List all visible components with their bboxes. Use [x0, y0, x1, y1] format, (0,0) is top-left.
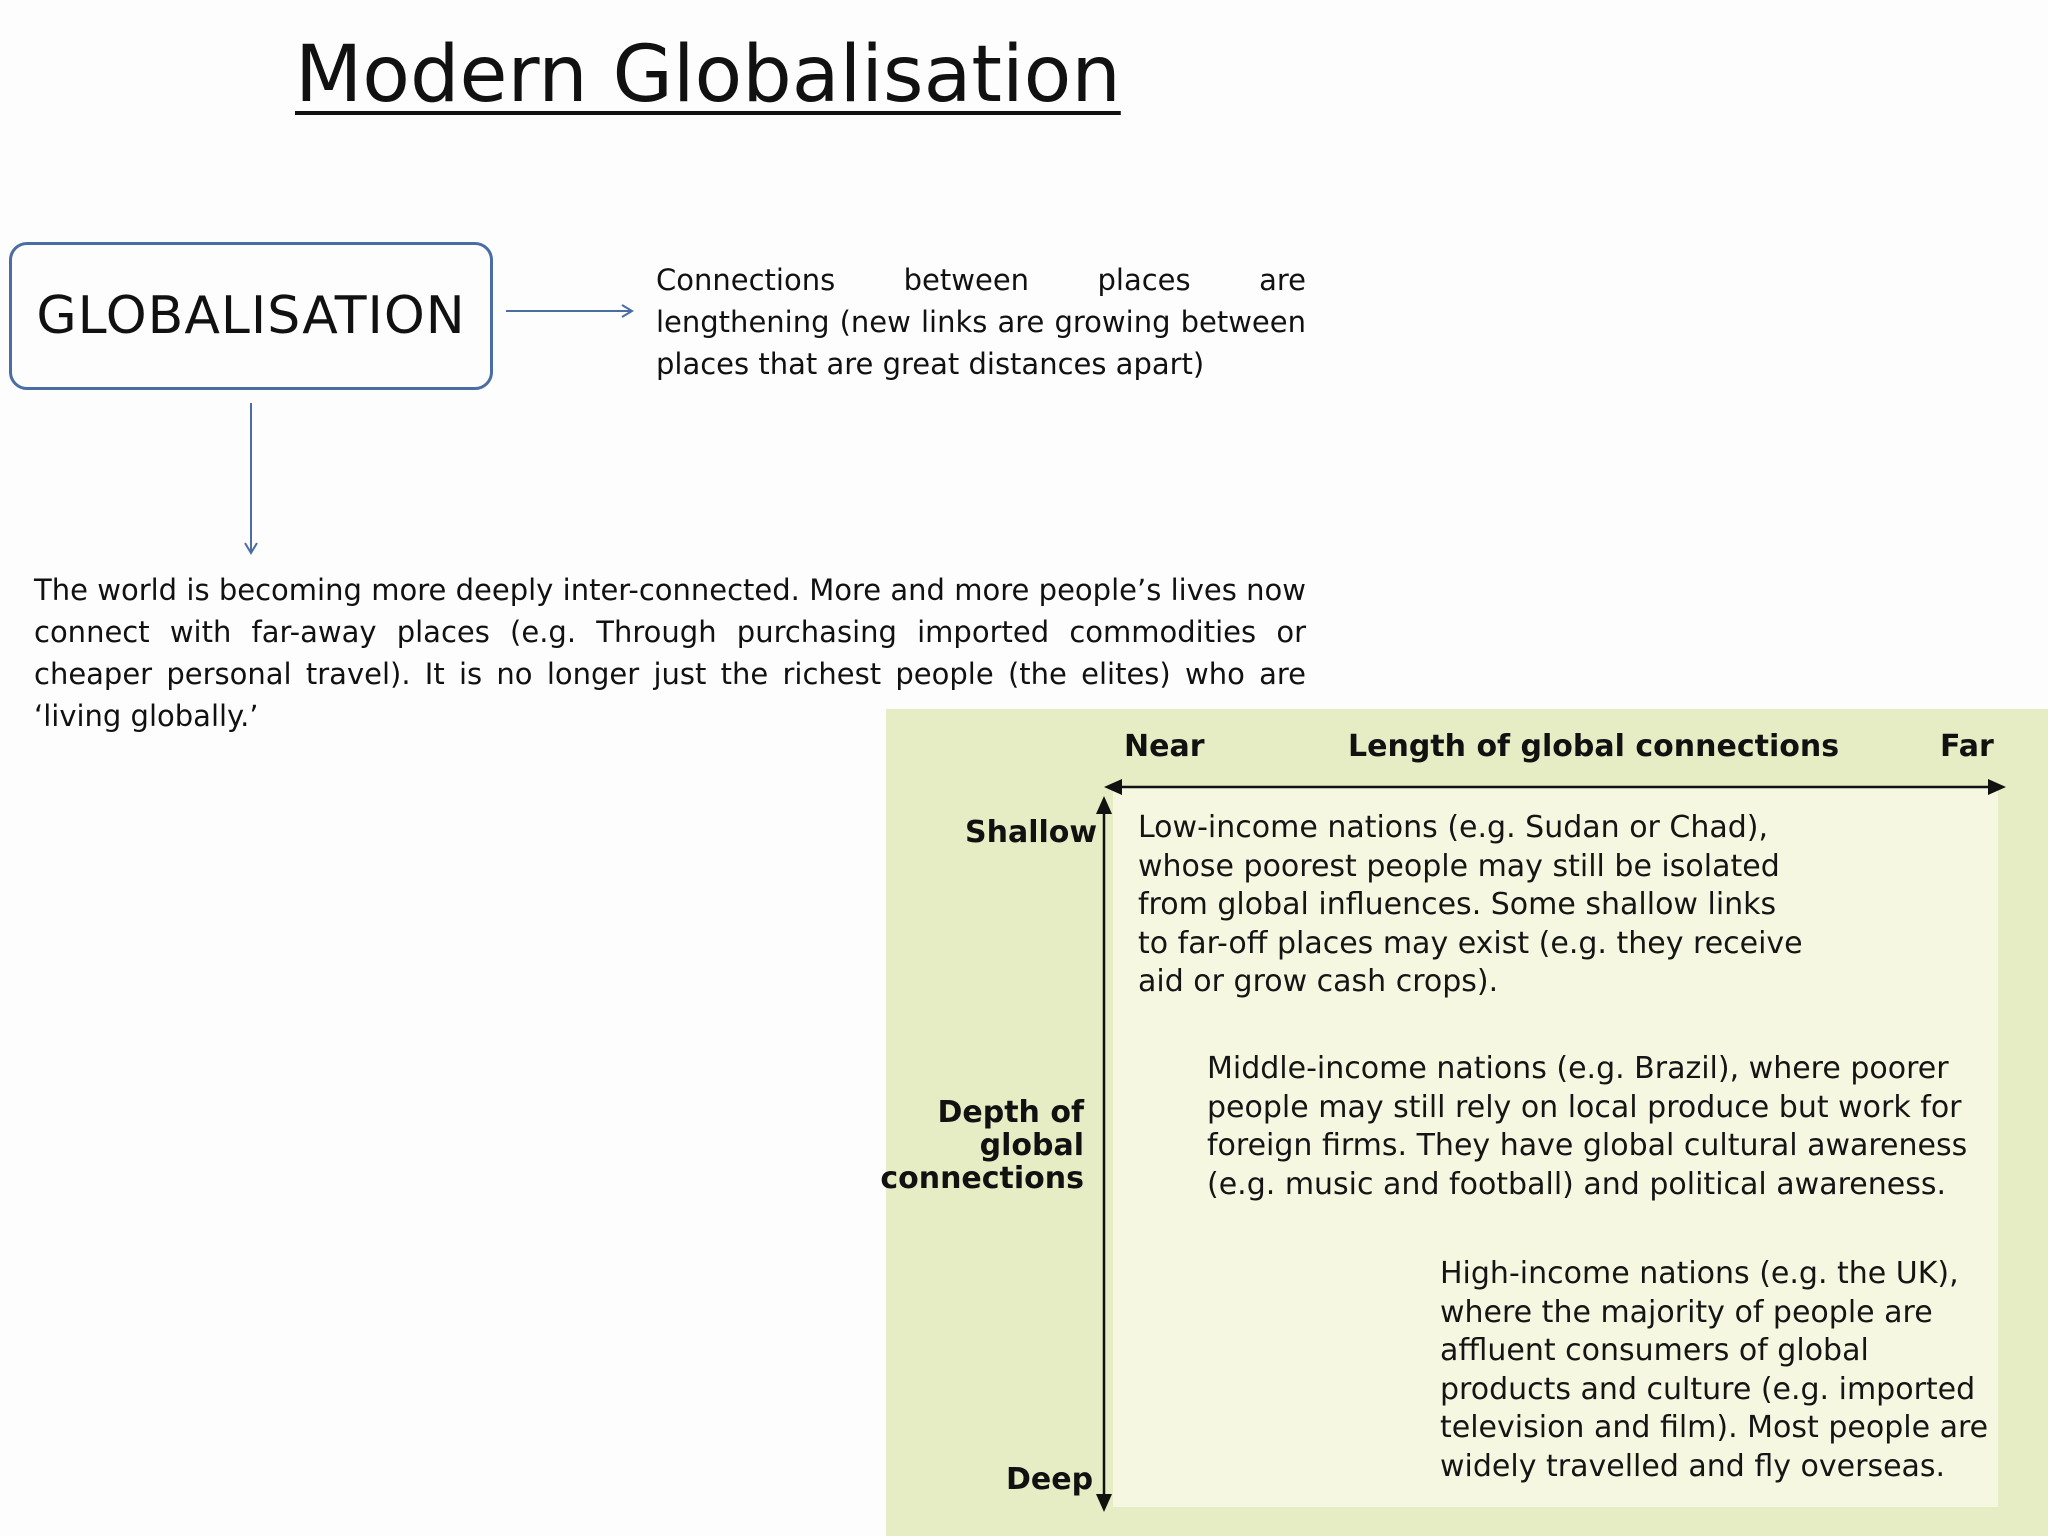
x-axis-title: Length of global connections — [1348, 729, 1840, 764]
y-axis-deep-label: Deep — [1006, 1462, 1094, 1497]
low-income-description: Low-income nations (e.g. Sudan or Chad), whose poorest people may still be isolated from global influences. Some shallow links to far-off places may exist (e.g. they receive aid or grow cash crops). — [1138, 810, 1803, 999]
world-interconnected-text: The world is becoming more deeply inter-connected. More and more people’s lives now connect with far-away places (e.g. Through purchasing imported commodities or cheaper personal travel). It is no longer just the richest people (the elites) who are ‘living globally.’ — [34, 573, 1306, 733]
globalisation-box: GLOBALISATION — [9, 242, 493, 390]
high-income-description: High-income nations (e.g. the UK), where the majority of people are affluent consumers of global products and culture (e.g. imported television and film). Most people are widely travelled and fly overseas. — [1440, 1256, 1989, 1484]
x-axis-near-label: Near — [1124, 729, 1205, 764]
page-title: Modern Globalisation — [295, 30, 1121, 120]
x-axis-far-label: Far — [1940, 729, 1994, 764]
y-axis-shallow-label: Shallow — [965, 815, 1098, 850]
connections-lengthening-text: Connections between places are lengthening (new links are growing between places that are great distances apart) — [656, 263, 1306, 381]
middle-income-description: Middle-income nations (e.g. Brazil), where poorer people may still rely on local produce but work for foreign firms. They have global cultural awareness (e.g. music and football) and political awareness. — [1207, 1051, 1968, 1202]
y-axis-title: Depth of global connections — [880, 1095, 1084, 1196]
